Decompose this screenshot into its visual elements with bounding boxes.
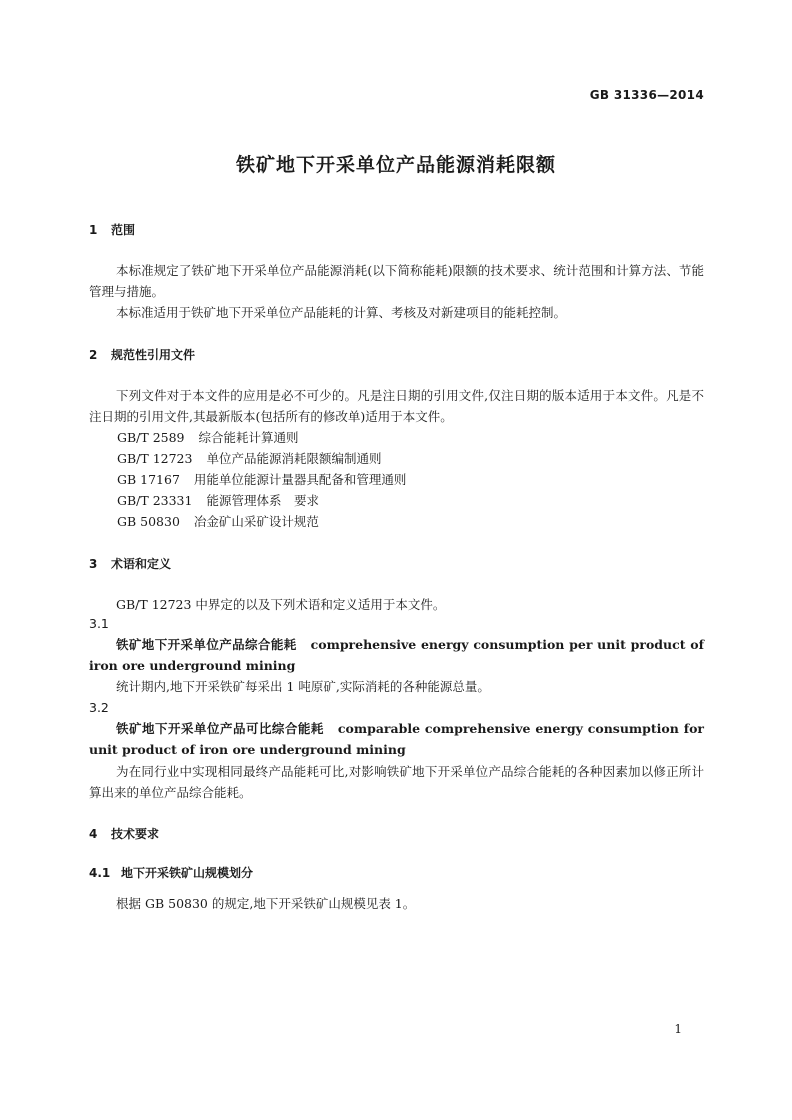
section-heading-3 [89, 555, 171, 572]
reference-code: GB/T 2589 [117, 430, 185, 445]
section-title: 规范性引用文件 [111, 348, 196, 362]
paragraph: 下列文件对于本文件的应用是必不可少的。凡是注日期的引用文件,仅注日期的版本适用于本文件。凡是不注日期的引用文件,其最新版本(包括所有的修改单)适用于本文件。 [89, 388, 704, 424]
section-number: 1 [89, 223, 98, 237]
page-number: 1 [674, 1022, 682, 1036]
reference-item [117, 511, 319, 532]
reference-code: GB 17167 [117, 472, 180, 487]
subsection-heading-4-1 [89, 864, 253, 881]
reference-title: 冶金矿山采矿设计规范 [193, 514, 319, 529]
term-chinese: 铁矿地下开采单位产品可比综合能耗 [116, 721, 324, 736]
reference-title: 能源管理体系 要求 [206, 493, 319, 508]
paragraph: GB/T 12723 中界定的以及下列术语和定义适用于本文件。 [116, 597, 446, 612]
section-heading-1 [89, 221, 135, 238]
reference-title: 单位产品能源消耗限额编制通则 [206, 451, 382, 466]
term-definition: 为在同行业中实现相同最终产品能耗可比,对影响铁矿地下开采单位产品综合能耗的各种因素加以修正所计算出来的单位产品综合能耗。 [89, 764, 704, 800]
reference-code: GB/T 23331 [117, 493, 193, 508]
paragraph: 根据 GB 50830 的规定,地下开采铁矿山规模见表 1。 [116, 896, 416, 911]
subsection-number: 4.1 [89, 866, 111, 880]
reference-title: 用能单位能源计量器具配备和管理通则 [193, 472, 407, 487]
section-number: 3 [89, 557, 98, 571]
section-title: 范围 [111, 223, 136, 237]
term-english: comprehensive energy consumption per unit product of iron ore underground mining [89, 637, 704, 673]
paragraph: 本标准规定了铁矿地下开采单位产品能源消耗(以下简称能耗)限额的技术要求、统计范围和计算方法、节能管理与措施。 [89, 263, 704, 299]
reference-item [117, 490, 319, 511]
section-number: 2 [89, 348, 98, 362]
section-number: 4 [89, 827, 98, 841]
term-number: 3.1 [89, 616, 109, 631]
term-definition: 统计期内,地下开采铁矿每采出 1 吨原矿,实际消耗的各种能源总量。 [116, 679, 490, 694]
section-title: 术语和定义 [111, 557, 172, 571]
paragraph: 本标准适用于铁矿地下开采单位产品能耗的计算、考核及对新建项目的能耗控制。 [116, 305, 567, 320]
reference-code: GB 50830 [117, 514, 180, 529]
section-title: 技术要求 [111, 827, 160, 841]
term-entry [89, 634, 704, 676]
section-heading-2 [89, 346, 195, 363]
term-english: comparable comprehensive energy consumption for unit product of iron ore underground mining [89, 721, 704, 757]
reference-item [117, 469, 406, 490]
subsection-title: 地下开采铁矿山规模划分 [121, 866, 254, 880]
term-chinese: 铁矿地下开采单位产品综合能耗 [116, 637, 297, 652]
reference-item [117, 448, 381, 469]
reference-title: 综合能耗计算通则 [198, 430, 299, 445]
section-heading-4 [89, 825, 159, 842]
standard-code: GB 31336—2014 [589, 88, 704, 102]
reference-code: GB/T 12723 [117, 451, 193, 466]
document-title: 铁矿地下开采单位产品能源消耗限额 [235, 154, 556, 176]
term-entry [89, 718, 704, 760]
term-number: 3.2 [89, 700, 109, 715]
reference-item [117, 427, 299, 448]
